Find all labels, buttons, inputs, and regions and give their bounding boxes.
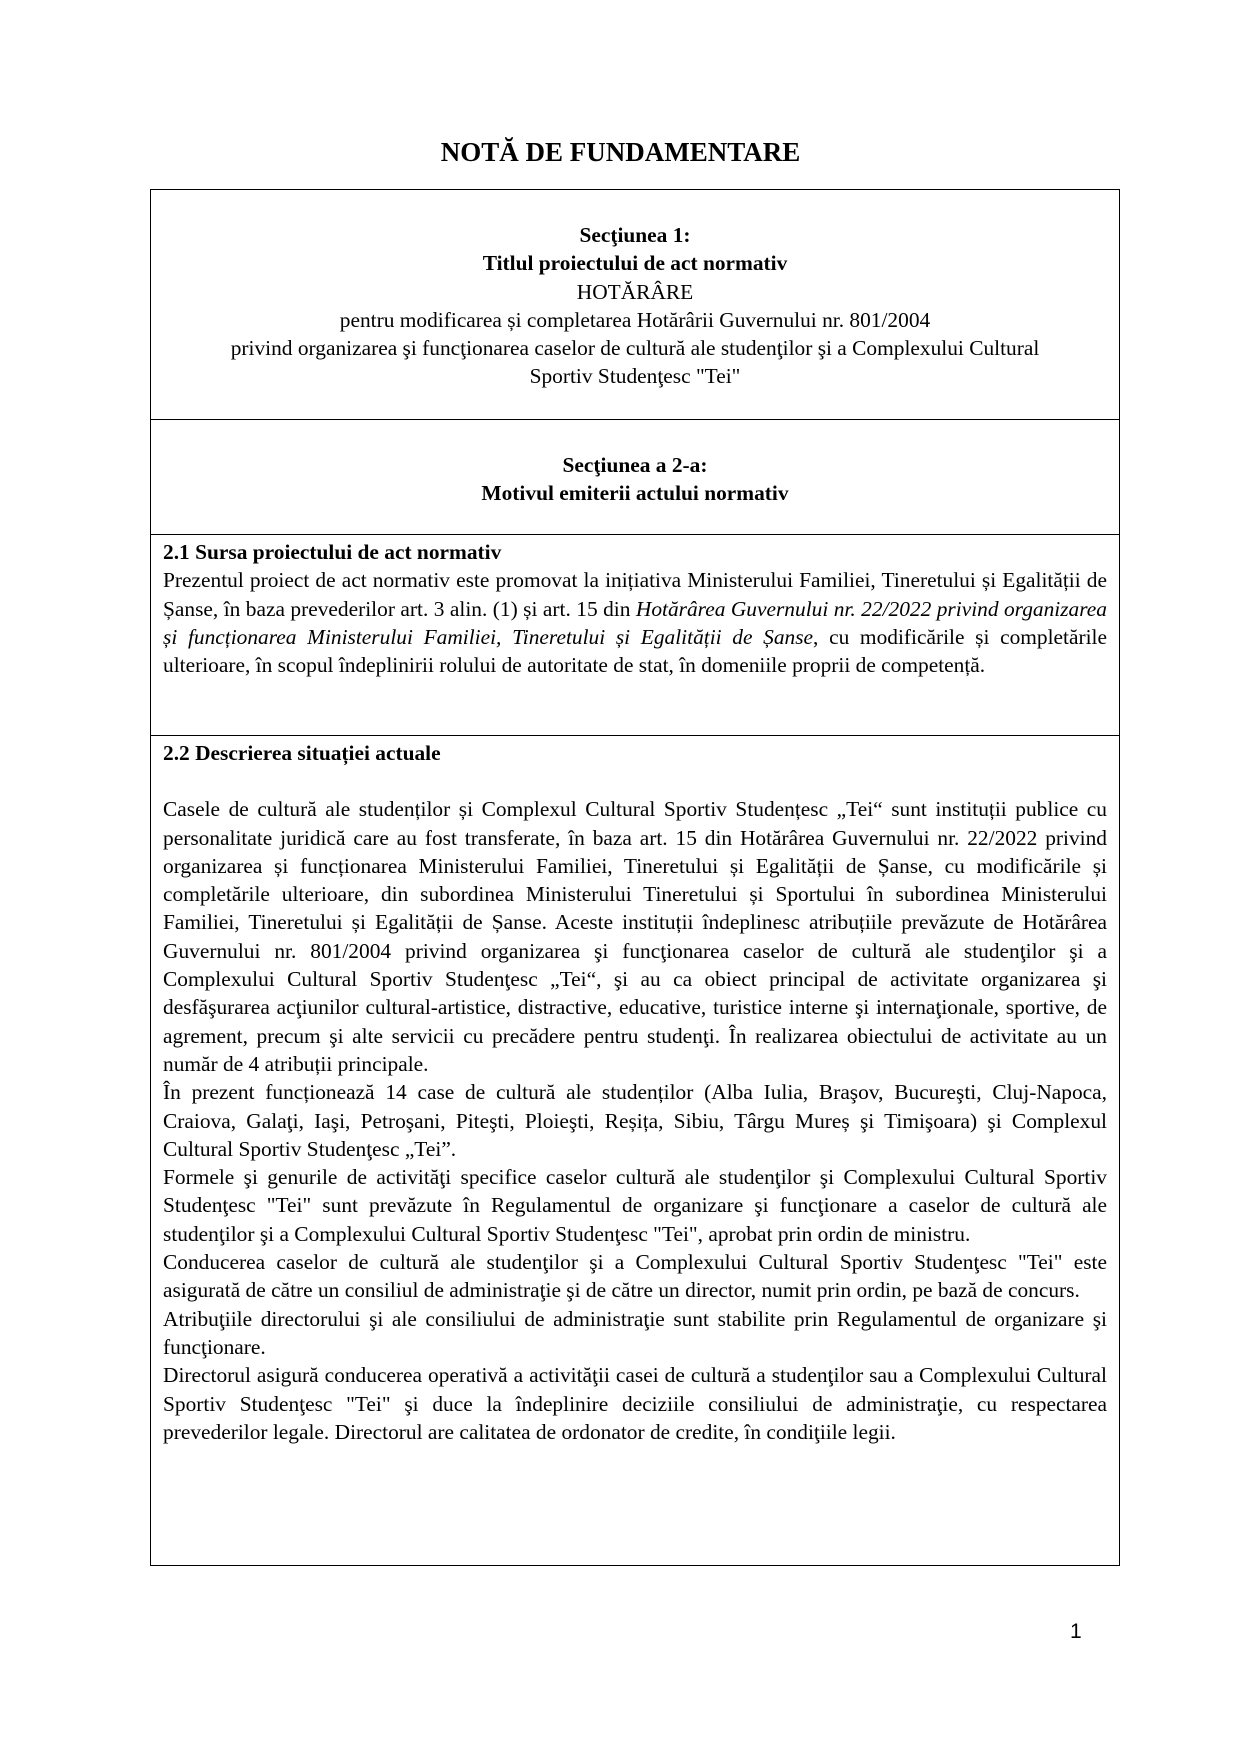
subsection-2-1-heading: 2.1 Sursa proiectului de act normativ <box>163 540 502 564</box>
section-1-heading: Secţiunea 1: <box>579 223 691 247</box>
subsection-2-1-cell <box>151 535 1119 736</box>
act-title-line-3: Sportiv Studenţesc "Tei" <box>529 364 741 389</box>
paragraph: Conducerea caselor de cultură ale studenţilor şi a Complexului Cultural Sportiv Studenţesc "Tei" este asigurată de către un consiliul de administraţie şi de către un director, numit prin ordin, pe bază de concurs. <box>163 1250 1107 1303</box>
subsection-2-1-text <box>163 566 1107 679</box>
act-title-line-1: pentru modificarea și completarea Hotărârii Guvernului nr. 801/2004 <box>339 307 931 332</box>
act-title-line-2: privind organizarea şi funcţionarea caselor de cultură ale studenţilor şi a Complexului Cultural <box>230 336 1040 361</box>
paragraph: În prezent funcționează 14 case de cultură ale studenților (Alba Iulia, Braşov, Bucureşti, Cluj-Napoca, Craiova, Galaţi, Iaşi, Petroşani, Piteşti, Ploieşti, Reșița, Sibiu, Târgu Mureș şi Timişoara) şi Complexul Cultural Sportiv Studenţesc „Tei”. <box>163 1080 1107 1161</box>
section-1-subheading: Titlul proiectului de act normativ <box>482 251 788 276</box>
subsection-2-2-cell <box>151 736 1119 1565</box>
paragraph: Casele de cultură ale studenților și Complexul Cultural Sportiv Studențesc „Tei“ sunt instituții publice cu personalitate juridică care au fost transferate, în baza art. 15 din Hotărârea Guvernului nr. 22/2022 privind organizarea și funcționarea Ministerului Familiei, Tineretului și Egalității de Șanse, cu modificările și completările ulterioare, din subordinea Ministerului Tineretului și Sportului în subordinea Ministerului Familiei, Tineretului și Egalității de Șanse. Aceste instituții îndeplinesc atribuțiile prevăzute de Hotărârea Guvernului nr. 801/2004 privind organizarea şi funcţionarea caselor de cultură ale studenţilor şi a Complexului Cultural Sportiv Studenţesc „Tei“, şi au ca obiect principal de activitate organizarea şi desfăşurarea acţiunilor cultural-artistice, distractive, educative, turistice interne şi internaţionale, sportive, de agrement, precum şi alte servicii cu precădere pentru studenţi. În realizarea obiectului de activitate au un număr de 4 atribuții principale. <box>163 797 1107 1076</box>
section-2-cell <box>151 420 1119 535</box>
section-1-cell <box>151 190 1119 420</box>
fundamentare-table <box>150 189 1120 1566</box>
document-title: NOTĂ DE FUNDAMENTARE <box>440 137 801 167</box>
subsection-2-1-text-part2: , cu modificările și completările ulterioare, în scopul îndeplinirii rolului de autoritate de stat, în domeniile proprii de competență. <box>163 624 1107 678</box>
section-2-heading: Secţiunea a 2-a: <box>562 453 708 477</box>
page-number: 1 <box>1070 1620 1082 1643</box>
section-2-subheading: Motivul emiterii actului normativ <box>481 481 789 506</box>
paragraph: Formele şi genurile de activităţi specifice caselor cultură ale studenţilor şi Complexului Cultural Sportiv Studenţesc "Tei" sunt prevăzute în Regulamentul de organizare şi funcţionare a caselor de cultură ale studenţilor şi a Complexului Cultural Sportiv Studenţesc "Tei", aprobat prin ordin de ministru. <box>163 1165 1107 1246</box>
subsection-2-1-text-part1: Prezentul proiect de act normativ este promovat la inițiativa Ministerului Familiei, Tineretului și Egalității de Șanse, în baza prevederilor art. 3 alin. (1) și art. 15 din <box>163 568 1107 621</box>
hg-22-2022-reference: Hotărârea Guvernului nr. 22/2022 privind organizarea și funcționarea Ministerului Familiei, Tineretului și Egalității de Șanse <box>163 596 1107 649</box>
subsection-2-2-heading: 2.2 Descrierea situației actuale <box>163 741 441 765</box>
paragraph: Atribuţiile directorului şi ale consiliului de administraţie sunt stabilite prin Regulamentul de organizare şi funcţionare. <box>163 1306 1107 1359</box>
paragraph: Directorul asigură conducerea operativă a activităţii casei de cultură a studenţilor sau a Complexului Cultural Sportiv Studenţesc "Tei" şi duce la îndeplinire deciziile consiliului de administraţie, cu respectarea prevederilor legale. Directorul are calitatea de ordonator de credite, în condiţiile legii. <box>163 1363 1107 1444</box>
act-type: HOTĂRÂRE <box>576 279 694 304</box>
spacer <box>163 767 1107 795</box>
